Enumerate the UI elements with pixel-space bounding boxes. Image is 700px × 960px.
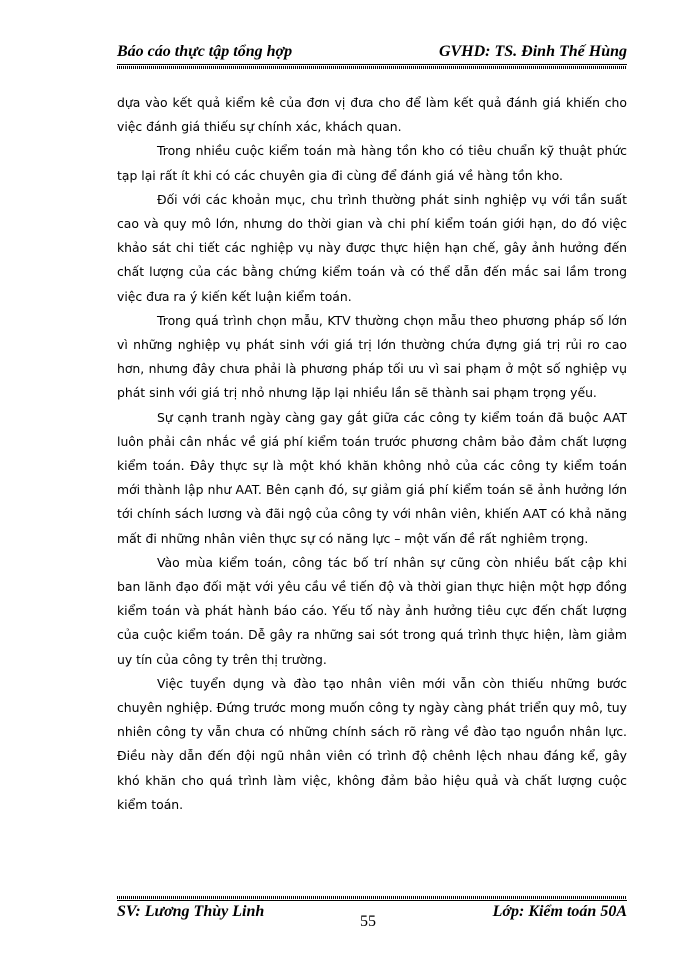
paragraph: Vào mùa kiểm toán, công tác bố trí nhân sự cũng còn nhiều bất cập khi ban lãnh đạo đối mặt với yêu cầu về tiến độ và thời gian thực hiện một hợp đồng kiểm toán và phát hành báo cáo. Yếu tố này ảnh hưởng tiêu cực đến chất lượng của cuộc kiểm toán. Dễ gây ra những sai sót trong quá trình thực hiện, làm giảm uy tín của công ty trên thị trường. xyxy=(117,554,627,667)
header-rule-top xyxy=(117,64,627,65)
footer-student-name: SV: Lương Thùy Linh xyxy=(117,903,265,920)
paragraph: Trong nhiều cuộc kiểm toán mà hàng tồn kho có tiêu chuẩn kỹ thuật phức tạp lại rất ít khi có các chuyên gia đi cùng để đánh giá về hàng tồn kho. xyxy=(117,143,627,183)
paragraph: Việc tuyển dụng và đào tạo nhân viên mới vẫn còn thiếu những bước chuyên nghiệp. Đứng trước mong muốn công ty ngày càng phát triển quy mô, tuy nhiên công ty vẫn chưa có những chính sách rõ ràng về đào tạo nguồn nhân lực. Điều này dẫn đến đội ngũ nhân viên có trình độ chênh lệch nhau đáng kể, gây khó khăn cho quá trình làm việc, không đảm bảo hiệu quả và chất lượng cuộc kiểm toán. xyxy=(117,675,627,812)
header-supervisor: GVHD: TS. Đinh Thế Hùng xyxy=(438,43,627,60)
paragraph: Đối với các khoản mục, chu trình thường phát sinh nghiệp vụ với tần suất cao và quy mô lớn, nhưng do thời gian và chi phí kiểm toán giới hạn, do đó việc khảo sát chi tiết các nghiệp vụ này được thực hiện hạn chế, gây ảnh hưởng đến chất lượng của các bằng chứng kiểm toán và có thể dẫn đến mắc sai lầm trong việc đưa ra ý kiến kết luận kiểm toán. xyxy=(117,191,627,304)
page-number: 55 xyxy=(360,913,376,930)
footer-class-name: Lớp: Kiểm toán 50A xyxy=(492,903,627,920)
paragraph: Sự cạnh tranh ngày càng gay gắt giữa các công ty kiểm toán đã buộc AAT luôn phải cân nhắc về giá phí kiểm toán trước phương châm bảo đảm chất lượng kiểm toán. Đây thực sự là một khó khăn không nhỏ của các công ty kiểm toán mới thành lập như AAT. Bên cạnh đó, sự giảm giá phí kiểm toán sẽ ảnh hưởng lớn tới chính sách lương và đãi ngộ của công ty với nhân viên, khiến AAT có khả năng mất đi những nhân viên thực sự có năng lực – một vấn đề rất nghiêm trọng. xyxy=(117,409,627,546)
header-report-title: Báo cáo thực tập tổng hợp xyxy=(117,43,293,60)
footer-rule-top xyxy=(117,896,627,899)
body-text xyxy=(117,91,627,817)
page-footer xyxy=(117,900,627,940)
header-rule-bottom xyxy=(117,66,627,69)
page-header xyxy=(117,40,627,64)
paragraph: Trong quá trình chọn mẫu, KTV thường chọn mẫu theo phương pháp số lớn vì những nghiệp vụ phát sinh với giá trị lớn thường chứa đựng giá trị rủi ro cao hơn, nhưng đây chưa phải là phương pháp tối ưu vì sai phạm ở một số nghiệp vụ phát sinh với giá trị nhỏ nhưng lặp lại nhiều lần sẽ thành sai phạm trọng yếu. xyxy=(117,312,627,401)
paragraph: dựa vào kết quả kiểm kê của đơn vị đưa cho để làm kết quả đánh giá khiến cho việc đánh giá thiếu sự chính xác, khách quan. xyxy=(117,95,627,135)
